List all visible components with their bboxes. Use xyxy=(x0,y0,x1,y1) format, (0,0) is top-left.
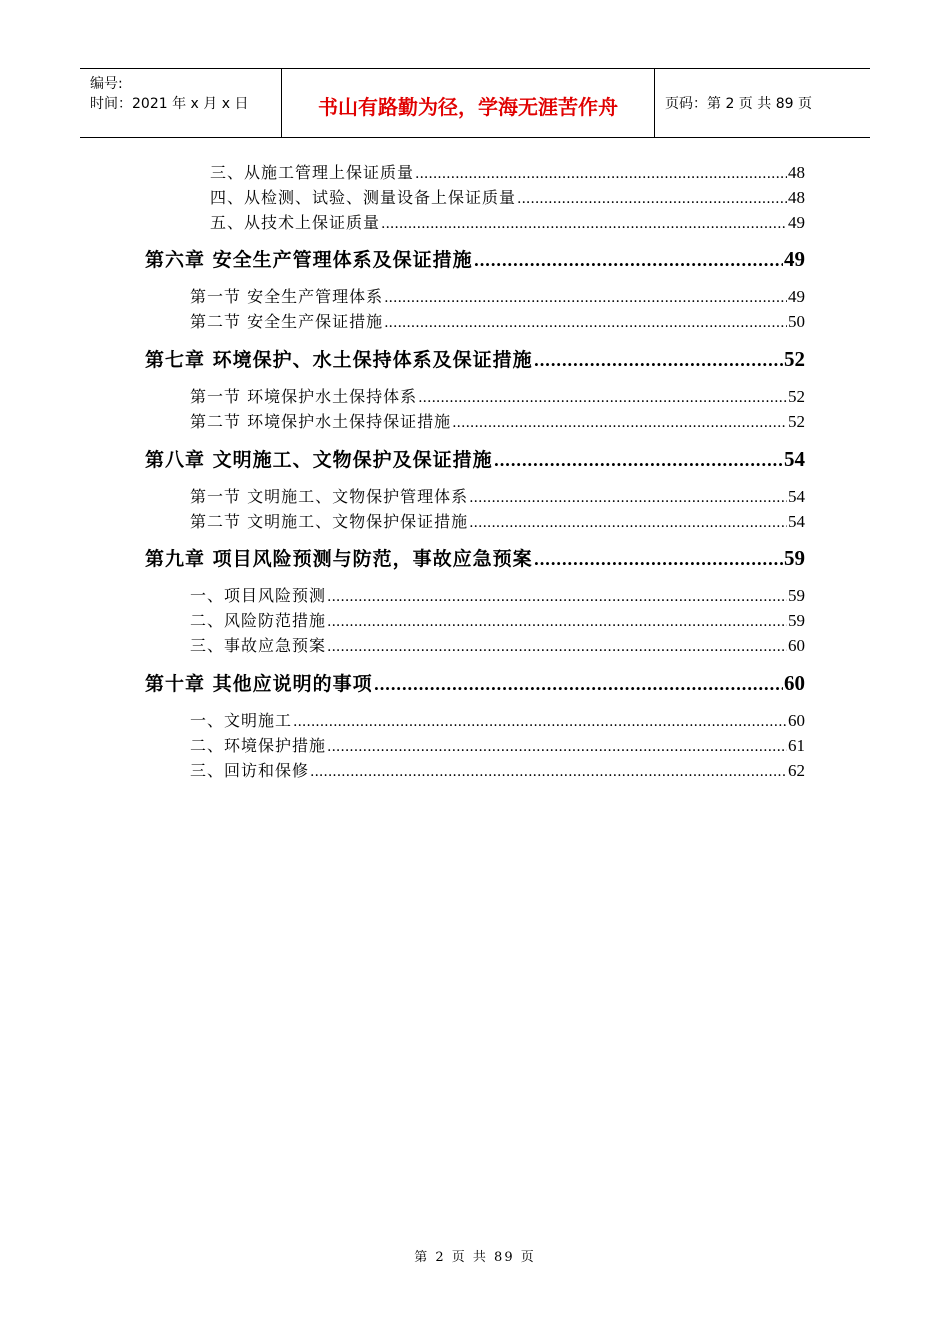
toc-leader-dots xyxy=(327,739,787,755)
toc-entry[interactable] xyxy=(190,583,805,606)
header-motto: 书山有路勤为径，学海无涯苦作舟 xyxy=(318,95,618,119)
toc-entry-page: 50 xyxy=(788,312,805,331)
toc-chapter-title: 第九章 项目风险预测与防范，事故应急预案 xyxy=(145,548,533,570)
toc-entry[interactable] xyxy=(190,509,805,532)
toc-leader-dots xyxy=(474,251,783,270)
toc-chapter-entry[interactable] xyxy=(145,245,805,272)
toc-entry[interactable] xyxy=(190,758,805,781)
toc-entry-page: 60 xyxy=(788,636,805,655)
toc-entry-page: 60 xyxy=(788,711,805,730)
header-page-cell xyxy=(655,69,870,137)
toc-entry[interactable] xyxy=(190,409,805,432)
toc-leader-dots xyxy=(418,390,787,406)
toc-entry[interactable] xyxy=(190,284,805,307)
toc-entry-page: 52 xyxy=(788,387,805,406)
toc-entry-title: 第一节 环境保护水土保持体系 xyxy=(190,387,418,406)
toc-entry[interactable] xyxy=(190,708,805,731)
toc-entry[interactable] xyxy=(190,309,805,332)
toc-entry[interactable] xyxy=(210,185,805,208)
header-meta-cell xyxy=(80,69,282,137)
toc-entry-title: 三、回访和保修 xyxy=(190,761,310,780)
toc-entry-title: 第二节 文明施工、文物保护保证措施 xyxy=(190,512,469,531)
toc-leader-dots xyxy=(384,315,787,331)
toc-leader-dots xyxy=(469,490,787,506)
toc-chapter-title: 第七章 环境保护、水土保持体系及保证措施 xyxy=(145,349,533,371)
toc-leader-dots xyxy=(327,614,787,630)
toc-entry-page: 48 xyxy=(788,163,805,182)
header-motto-cell xyxy=(282,69,655,137)
toc-entry-title: 第一节 文明施工、文物保护管理体系 xyxy=(190,487,469,506)
toc-entry-title: 四、从检测、试验、测量设备上保证质量 xyxy=(210,188,517,207)
toc-entry-title: 五、从技术上保证质量 xyxy=(210,213,381,232)
toc-chapter-entry[interactable] xyxy=(145,544,805,571)
page-header xyxy=(80,68,870,138)
toc-leader-dots xyxy=(517,191,787,207)
document-code-label: 编号: xyxy=(90,76,123,92)
toc-entry[interactable] xyxy=(190,733,805,756)
toc-entry-title: 二、环境保护措施 xyxy=(190,736,327,755)
page-footer: 第 2 页 共 89 页 xyxy=(414,1250,536,1265)
toc-leader-dots xyxy=(494,451,783,470)
toc-entry-title: 第一节 安全生产管理体系 xyxy=(190,287,384,306)
toc-leader-dots xyxy=(327,639,787,655)
toc-chapter-page: 49 xyxy=(784,247,805,271)
header-page-info: 页码：第 2 页 共 89 页 xyxy=(665,96,812,112)
toc-leader-dots xyxy=(310,764,787,780)
toc-entry[interactable] xyxy=(190,633,805,656)
toc-entry-page: 49 xyxy=(788,213,805,232)
toc-leader-dots xyxy=(327,589,787,605)
toc-leader-dots xyxy=(374,675,783,694)
toc-entry-page: 59 xyxy=(788,586,805,605)
toc-entry-page: 54 xyxy=(788,512,805,531)
toc-entry-title: 一、文明施工 xyxy=(190,711,293,730)
toc-entry-page: 52 xyxy=(788,412,805,431)
toc-entry[interactable] xyxy=(190,484,805,507)
toc-entry-page: 49 xyxy=(788,287,805,306)
toc-chapter-page: 59 xyxy=(784,546,805,570)
toc-chapter-page: 52 xyxy=(784,347,805,371)
toc-chapter-title: 第六章 安全生产管理体系及保证措施 xyxy=(145,249,473,271)
toc-chapter-page: 54 xyxy=(784,447,805,471)
toc-leader-dots xyxy=(469,515,787,531)
toc-chapter-entry[interactable] xyxy=(145,345,805,372)
toc-leader-dots xyxy=(384,290,787,306)
toc-chapter-entry[interactable] xyxy=(145,445,805,472)
toc-entry-title: 三、事故应急预案 xyxy=(190,636,327,655)
toc-entry-title: 一、项目风险预测 xyxy=(190,586,327,605)
toc-entry-title: 三、从施工管理上保证质量 xyxy=(210,163,415,182)
toc-entry-page: 54 xyxy=(788,487,805,506)
toc-entry[interactable] xyxy=(190,384,805,407)
toc-entry-page: 62 xyxy=(788,761,805,780)
toc-entry-title: 第二节 环境保护水土保持保证措施 xyxy=(190,412,452,431)
toc-entry-page: 48 xyxy=(788,188,805,207)
toc-chapter-title: 第八章 文明施工、文物保护及保证措施 xyxy=(145,449,493,471)
toc-entry[interactable] xyxy=(190,608,805,631)
toc-entry[interactable] xyxy=(210,160,805,183)
toc-entry-page: 59 xyxy=(788,611,805,630)
toc-chapter-entry[interactable] xyxy=(145,669,805,696)
toc-entry-title: 第二节 安全生产保证措施 xyxy=(190,312,384,331)
toc-entry[interactable] xyxy=(210,210,805,233)
toc-leader-dots xyxy=(293,714,787,730)
toc-chapter-title: 第十章 其他应说明的事项 xyxy=(145,673,373,695)
toc-chapter-page: 60 xyxy=(784,671,805,695)
document-date: 时间：2021 年 x 月 x 日 xyxy=(90,96,249,112)
toc-leader-dots xyxy=(415,166,787,182)
toc-leader-dots xyxy=(381,216,787,232)
toc-leader-dots xyxy=(534,550,783,569)
toc-entry-page: 61 xyxy=(788,736,805,755)
toc-leader-dots xyxy=(534,351,783,370)
toc-leader-dots xyxy=(452,415,787,431)
toc-entry-title: 二、风险防范措施 xyxy=(190,611,327,630)
